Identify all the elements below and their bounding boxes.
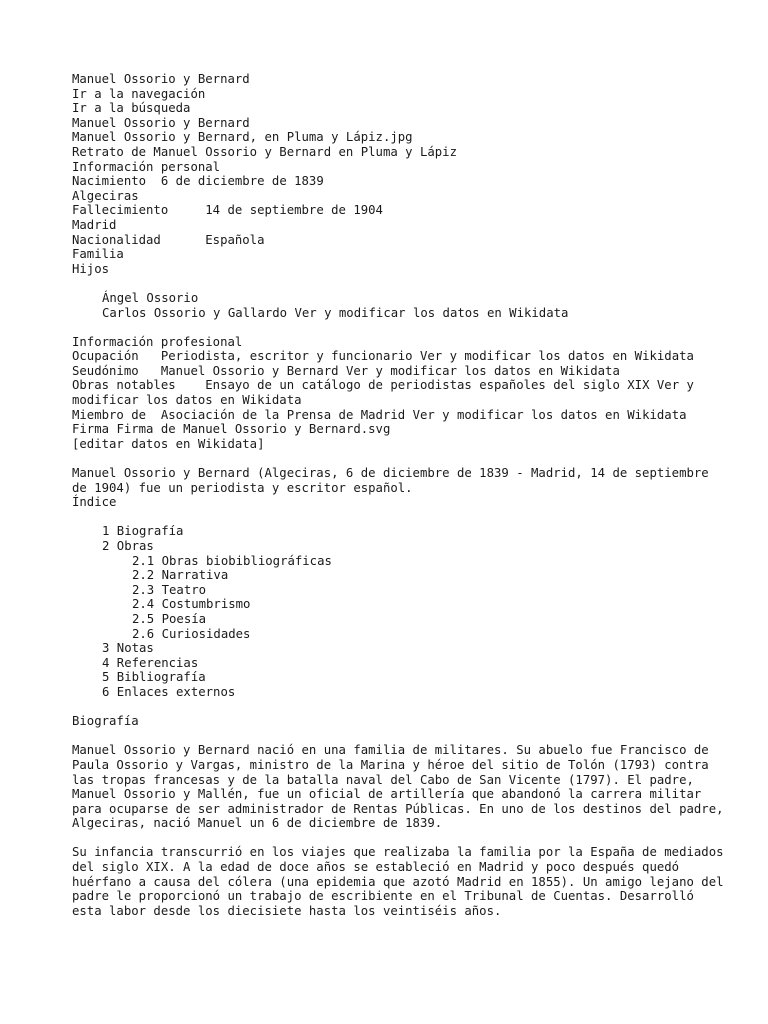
- member-of-label: Miembro de: [72, 407, 147, 422]
- nationality-label: Nacionalidad: [72, 232, 161, 247]
- children-label: Hijos: [72, 261, 110, 276]
- spacer: [72, 510, 728, 525]
- spacer: [72, 276, 728, 291]
- spacer: [72, 700, 728, 715]
- member-of-value[interactable]: Asociación de la Prensa de Madrid Ver y modificar los datos en Wikidata: [160, 407, 687, 422]
- toc-item-referencias[interactable]: 4 Referencias: [102, 655, 199, 670]
- child-item-1[interactable]: Ángel Ossorio: [102, 290, 199, 305]
- notable-works-row: [72, 378, 728, 407]
- header-block: [72, 72, 728, 174]
- nationality-row: [72, 233, 728, 248]
- toc-item-teatro[interactable]: 2.3 Teatro: [132, 582, 207, 597]
- skip-to-search-link[interactable]: Ir a la búsqueda: [72, 101, 191, 116]
- toc-item-notas[interactable]: 3 Notas: [102, 641, 154, 656]
- intro-paragraph: Manuel Ossorio y Bernard (Algeciras, 6 de diciembre de 1839 - Madrid, 14 de septiembre de 1904) fue un periodista y escritor español.: [72, 466, 717, 495]
- table-of-contents: [72, 495, 728, 714]
- signature-label: Firma: [72, 422, 110, 437]
- skip-to-navigation-link[interactable]: Ir a la navegación: [72, 86, 206, 101]
- spacer: [72, 729, 728, 744]
- child-item-2[interactable]: Carlos Ossorio y Gallardo Ver y modificar los datos en Wikidata: [102, 305, 569, 320]
- toc-item-obras[interactable]: 2 Obras: [102, 539, 154, 553]
- toc-item-curiosidades[interactable]: 2.6 Curiosidades: [132, 626, 251, 641]
- spacer: [72, 831, 728, 846]
- family-label: Familia: [72, 247, 124, 262]
- spacer: [72, 320, 728, 335]
- toc-item-narrativa[interactable]: 2.2 Narrativa: [132, 568, 229, 583]
- member-of-row: [72, 408, 728, 423]
- birth-date: 6 de diciembre de 1839: [160, 174, 324, 189]
- occupation-value: Periodista, escritor y funcionario Ver y modificar los datos en Wikidata: [160, 349, 694, 364]
- death-row: [72, 203, 728, 218]
- intro-section: [72, 466, 728, 495]
- pseudonym-row: [72, 364, 728, 379]
- notable-works-label: Obras notables: [72, 378, 176, 393]
- nationality-value: Española: [205, 232, 265, 247]
- occupation-label: Ocupación: [72, 349, 139, 364]
- pseudonym-label: Seudónimo: [72, 363, 139, 378]
- infobox-professional: [72, 335, 728, 466]
- biography-paragraph: Manuel Ossorio y Bernard nació en una familia de militares. Su abuelo fue Francisco de Paula Ossorio y Vargas, ministro de la Marina y héroe del sitio de Tolón (1793) contra las tropas francesas y de la batalla naval del Cabo de San Vicente (1797). El padre, Manuel Ossorio y Mallén, fue un oficial de artillería que abandonó la carrera militar para ocuparse de ser administrador de Rentas Públicas. En uno de los destinos del padre, Algeciras, nació Manuel un 6 de diciembre de 1839.: [72, 743, 731, 831]
- toc-item-biografia[interactable]: 1 Biografía: [102, 524, 184, 539]
- biography-section: [72, 714, 731, 918]
- birth-row: [72, 174, 728, 189]
- pseudonym-value: Manuel Ossorio y Bernard Ver y modificar los datos en Wikidata: [160, 363, 620, 378]
- signature-filename[interactable]: Firma de Manuel Ossorio y Bernard.svg: [116, 422, 391, 437]
- toc-item-poesia[interactable]: 2.5 Poesía: [132, 611, 207, 626]
- portrait-image-filename[interactable]: Manuel Ossorio y Bernard, en Pluma y Lápiz.jpg: [72, 130, 413, 145]
- biography-paragraph: Su infancia transcurrió en los viajes que realizaba la familia por la España de mediados del siglo XIX. A la edad de doce años se estableció en Madrid y poco después quedó huérfano a causa del cólera (una epidemia que azotó Madrid en 1855). Un amigo lejano del padre le proporcionó un trabajo de escribiente en el Tribunal de Cuentas. Desarrolló esta labor desde los diecisiete hasta los veintiséis años.: [72, 845, 731, 918]
- biography-heading: Biografía: [72, 714, 139, 729]
- toc-item-obras-biobibliograficas[interactable]: 2.1 Obras biobibliográficas: [132, 553, 332, 568]
- professional-info-heading: Información profesional: [72, 334, 243, 349]
- personal-info-heading: Información personal: [72, 159, 221, 174]
- edit-wikidata-link[interactable]: [editar datos en Wikidata]: [72, 436, 265, 451]
- signature-row: [72, 422, 728, 437]
- notable-works-value[interactable]: Ensayo de un catálogo de periodistas españoles del siglo XIX Ver y modificar los datos en Wikidata: [72, 378, 702, 408]
- toc-heading: Índice: [72, 495, 117, 510]
- toc-item-enlaces-externos[interactable]: 6 Enlaces externos: [102, 684, 236, 699]
- article-title: Manuel Ossorio y Bernard: [72, 72, 250, 86]
- death-date: 14 de septiembre de 1904: [205, 203, 383, 218]
- death-place[interactable]: Madrid: [72, 217, 117, 232]
- infobox-personal: [72, 174, 728, 335]
- spacer: [72, 451, 728, 466]
- occupation-row: [72, 349, 728, 364]
- portrait-caption: Retrato de Manuel Ossorio y Bernard en Pluma y Lápiz: [72, 144, 457, 159]
- infobox-title: Manuel Ossorio y Bernard: [72, 115, 250, 130]
- birth-label: Nacimiento: [72, 174, 147, 189]
- birth-place[interactable]: Algeciras: [72, 188, 139, 203]
- toc-item-bibliografia[interactable]: 5 Bibliografía: [102, 670, 206, 685]
- toc-item-costumbrismo[interactable]: 2.4 Costumbrismo: [132, 597, 251, 612]
- death-label: Fallecimiento: [72, 203, 169, 218]
